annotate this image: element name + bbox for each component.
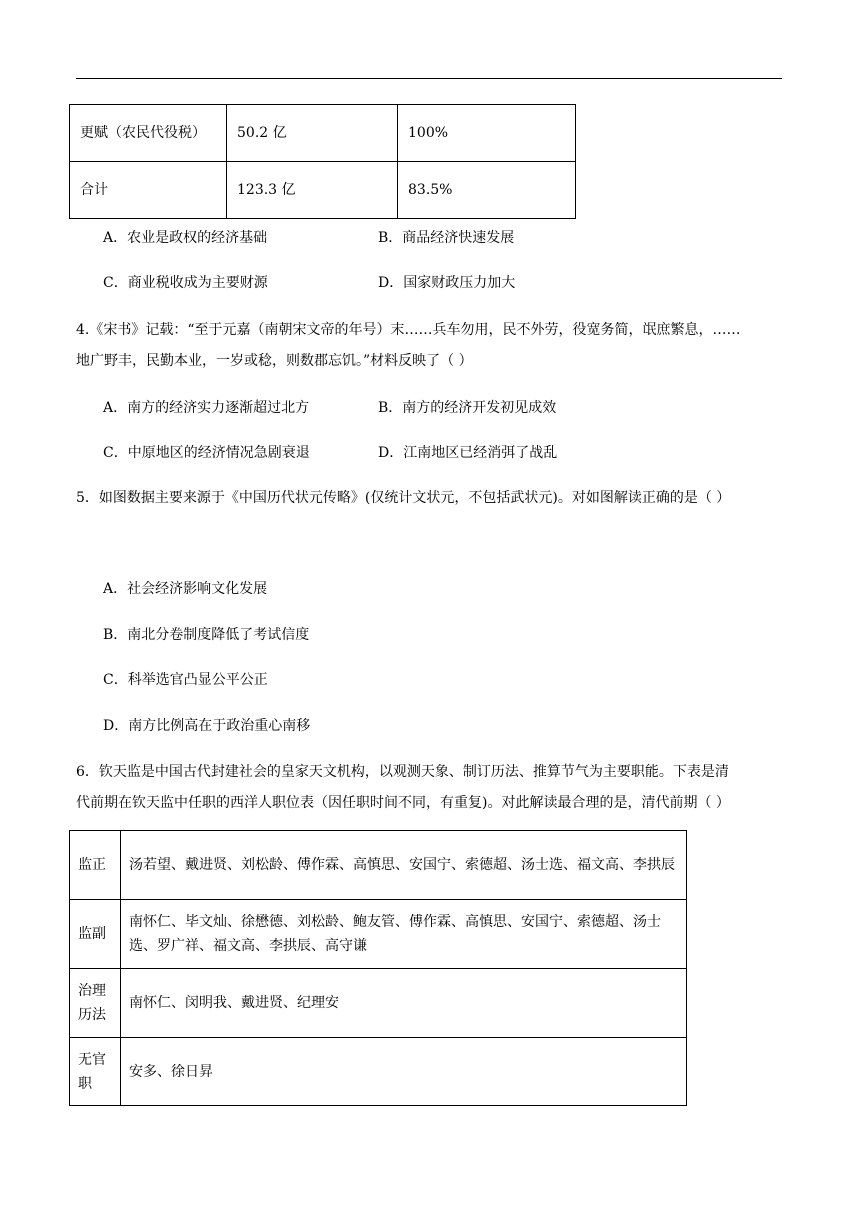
q5-option-c: C．科举选官凸显公平公正 — [103, 672, 268, 688]
q5-option-a: A．社会经济影响文化发展 — [103, 581, 268, 597]
q5-stem: 5．如图数据主要来源于《中国历代状元传略》(仅统计文状元，不包括武状元)。对如图解读正确的是（ ） — [76, 490, 731, 506]
q5-option-b: B．南北分卷制度降低了考试信度 — [103, 627, 310, 643]
q4-option-d: D．江南地区已经消弭了战乱 — [378, 445, 558, 461]
q4-option-c: C．中原地区的经济情况急剧衰退 — [103, 445, 310, 461]
table-cell: 50.2 亿 — [227, 105, 398, 162]
header-rule — [76, 78, 782, 79]
q6-stem-line1: 6．钦天监是中国古代封建社会的皇家天文机构，以观测天象、制订历法、推算节气为主要职能。下表是清 — [76, 764, 729, 780]
table-row — [70, 900, 687, 969]
table-cell: 100% — [398, 105, 576, 162]
table-cell: 合计 — [70, 162, 227, 219]
q3-option-c: C．商业税收成为主要财源 — [103, 275, 268, 291]
table-row — [70, 162, 576, 219]
table-cell-names: 汤若望、戴进贤、刘松龄、傅作霖、高慎思、安国宁、索德超、汤士选、福文高、李拱辰 — [121, 831, 687, 900]
q4-option-a: A．南方的经济实力逐渐超过北方 — [103, 400, 310, 416]
table-row — [70, 1038, 687, 1106]
table-cell-names: 南怀仁、闵明我、戴进贤、纪理安 — [121, 969, 687, 1038]
table-cell-role: 治理历法 — [70, 969, 121, 1038]
q3-option-b: B．商品经济快速发展 — [378, 230, 515, 246]
q3-option-d: D．国家财政压力加大 — [378, 275, 516, 291]
q4-stem-line1: 4.《宋书》记载：“至于元嘉（南朝宋文帝的年号）末……兵车勿用，民不外劳，役宽务简，氓庶繁息，…… — [76, 322, 741, 338]
q3-option-a: A．农业是政权的经济基础 — [103, 230, 268, 246]
q6-stem-line2: 代前期在钦天监中任职的西洋人职位表（因任职时间不同，有重复)。对此解读最合理的是，清代前期（ ） — [76, 795, 730, 811]
table-cell-role: 监副 — [70, 900, 121, 969]
q5-option-d: D．南方比例高在于政治重心南移 — [103, 718, 311, 734]
table-cell: 83.5% — [398, 162, 576, 219]
table-cell-names: 安多、徐日昇 — [121, 1038, 687, 1106]
q4-stem-line2: 地广野丰，民勤本业，一岁或稔，则数郡忘饥。”材料反映了（ ） — [76, 353, 473, 369]
staff-table — [69, 830, 687, 1106]
table-cell-names: 南怀仁、毕文灿、徐懋德、刘松龄、鲍友管、傅作霖、高慎思、安国宁、索德超、汤士选、罗广祥、福文高、李拱辰、高守谦 — [121, 900, 687, 969]
table-row — [70, 105, 576, 162]
table-row — [70, 969, 687, 1038]
table-row — [70, 831, 687, 900]
table-cell-role: 监正 — [70, 831, 121, 900]
table-cell: 更赋（农民代役税） — [70, 105, 227, 162]
table-cell: 123.3 亿 — [227, 162, 398, 219]
table-cell-role: 无官职 — [70, 1038, 121, 1106]
tax-table — [69, 104, 576, 219]
q4-option-b: B．南方的经济开发初见成效 — [378, 400, 557, 416]
